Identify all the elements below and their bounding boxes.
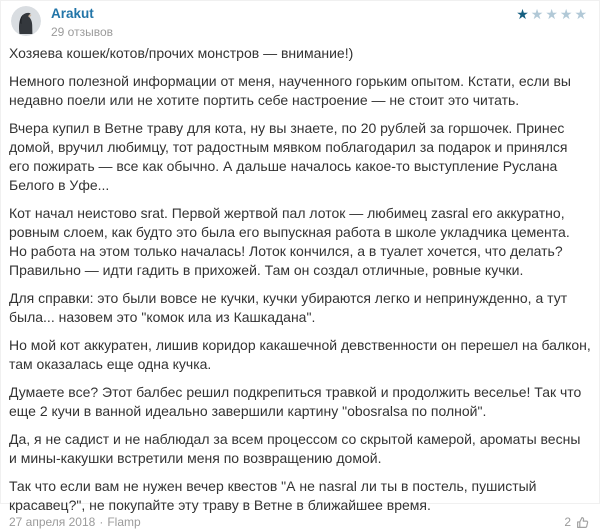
source-link[interactable]: Flamp [107, 515, 141, 529]
review-title: Хозяева кошек/котов/прочих монстров — внимание!) [9, 45, 354, 61]
author-name-link[interactable]: Arakut [51, 6, 94, 21]
like-button[interactable] [564, 515, 589, 529]
star-icon: ★ [545, 6, 560, 22]
author-info [51, 4, 113, 39]
review-paragraph: Но мой кот аккуратен, лишив коридор какашечной девственности он перешел на балкон, там оказалась еще одна кучка. [9, 337, 591, 372]
review-paragraph: Для справки: это были вовсе не кучки, кучки убираются легко и непринужденно, а тут была... назовем это "комок ила из Кашкадана". [9, 290, 568, 325]
author-review-count: 29 отзывов [51, 25, 114, 39]
rating-stars [516, 4, 589, 21]
meta-separator: · [99, 515, 104, 529]
review-meta [9, 515, 141, 529]
likes-count: 2 [564, 515, 571, 529]
avatar[interactable] [11, 6, 41, 36]
review-date: 27 апреля 2018 [9, 515, 96, 529]
thumbs-up-icon [576, 516, 589, 529]
hooded-person-avatar-image [11, 6, 41, 36]
review-paragraph: Немного полезной информации от меня, наученного горьким опытом. Кстати, если вы недавно поели или не хотите портить себе настроение — не стоит это читать. [9, 73, 571, 108]
star-icon: ★ [574, 6, 589, 22]
star-icon: ★ [530, 6, 546, 22]
review-paragraph: Да, я не садист и не наблюдал за всем процессом со скрытой камерой, ароматы весны и мины-какушки встретили меня по возвращению домой. [9, 431, 581, 466]
star-icon: ★ [559, 6, 575, 22]
star-icon: ★ [516, 6, 531, 22]
review-paragraph: Вчера купил в Ветне траву для кота, ну вы знаете, по 20 рублей за горшочек. Принес домой, вручил любимцу, тот радостным мявком поблагодарил за подарок и принялся его пожирать — все как обычно. А дальше началось какое-то выступление Руслана Белого в Уфе... [9, 120, 568, 193]
review-paragraph: Так что если вам не нужен вечер квестов "А не nasral ли ты в постель, пушистый красавец?", не покупайте эту траву в Ветне в ближайшее время. [9, 478, 537, 513]
review-header [9, 4, 591, 37]
review-paragraph: Думаете все? Этот балбес решил подкрепиться травкой и продолжить веселье! Так что еще 2 кучи в ванной идеально завершили картину "obosralsa по полной". [9, 384, 582, 419]
review-body [9, 63, 591, 515]
review-footer [9, 515, 591, 529]
review-paragraph: Кот начал неистово srat. Первой жертвой пал лоток — любимец zasral его аккуратно, ровным слоем, как будто это была его выпускная работа в школе укладчика цемента. Но работа на этом только началась! Лоток кончился, а в туалет хочется, что делать? Правильно — идти гадить в прихожей. Там он создал отличные, ровные кучки. [9, 205, 570, 278]
